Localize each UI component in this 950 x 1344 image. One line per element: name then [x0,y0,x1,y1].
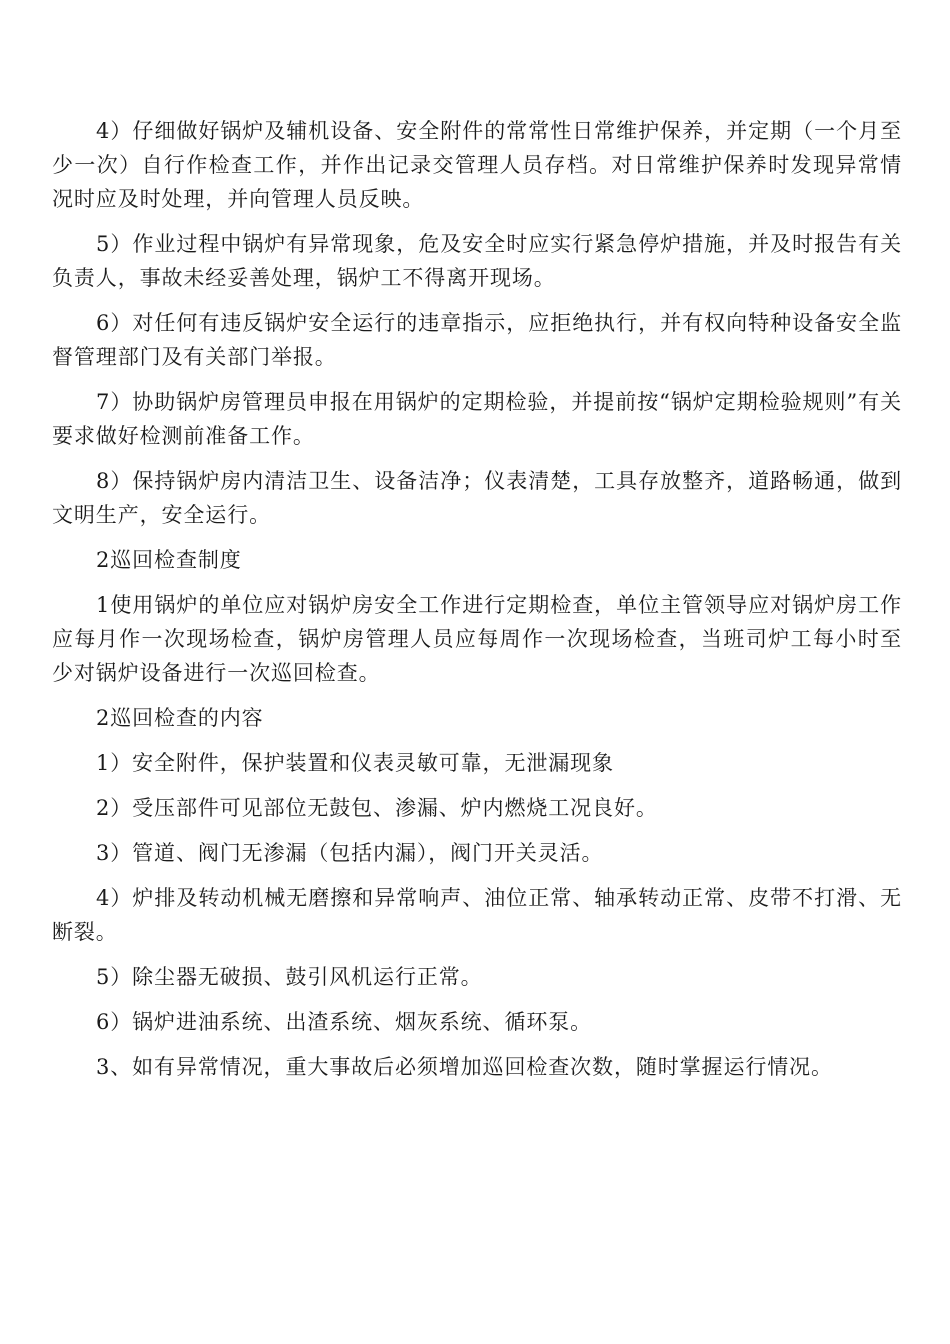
paragraph-abnormal-situations: 3、如有异常情况，重大事故后必须增加巡回检查次数，随时掌握运行情况。 [96,1055,833,1079]
section-heading-patrol-inspection: 2巡回检查制度 [96,548,242,572]
paragraph-item-5-emergency-stop: 5）作业过程中锅炉有异常现象，危及安全时应实行紧急停炉措施，并及时报告有关负责人，事故未经妥善处理，锅炉工不得离开现场。 [52,232,902,290]
paragraph-item-8-cleanliness: 8）保持锅炉房内清洁卫生、设备洁净；仪表清楚，工具存放整齐，道路畅通，做到文明生产，安全运行。 [52,469,902,527]
document-body [52,114,902,1095]
subheading-patrol-content: 2巡回检查的内容 [96,706,264,730]
list-item-safety-accessories: 1）安全附件，保护装置和仪表灵敏可靠，无泄漏现象 [96,751,614,775]
list-item-pipes-valves: 3）管道、阀门无渗漏（包括内漏），阀门开关灵活。 [96,841,604,865]
list-item-pressure-parts: 2）受压部件可见部位无鼓包、渗漏、炉内燃烧工况良好。 [96,796,658,820]
list-item-fuel-systems: 6）锅炉进油系统、出渣系统、烟灰系统、循环泵。 [96,1010,593,1034]
paragraph-item-6-refuse-violations: 6）对任何有违反锅炉安全运行的违章指示，应拒绝执行，并有权向特种设备安全监督管理部门及有关部门举报。 [52,311,902,369]
list-item-dust-collector: 5）除尘器无破损、鼓引风机运行正常。 [96,965,483,989]
paragraph-item-4-maintenance: 4）仔细做好锅炉及辅机设备、安全附件的常常性日常维护保养，并定期（一个月至少一次）自行作检查工作，并作出记录交管理人员存档。对日常维护保养时发现异常情况时应及时处理，并向管理人员反映。 [52,119,902,211]
paragraph-patrol-frequency: 1使用锅炉的单位应对锅炉房安全工作进行定期检查，单位主管领导应对锅炉房工作应每月作一次现场检查，锅炉房管理人员应每周作一次现场检查，当班司炉工每小时至少对锅炉设备进行一次巡回检查。 [52,593,902,685]
list-item-grate-machinery: 4）炉排及转动机械无磨擦和异常响声、油位正常、轴承转动正常、皮带不打滑、无断裂。 [52,886,902,944]
paragraph-item-7-periodic-inspection: 7）协助锅炉房管理员申报在用锅炉的定期检验，并提前按“锅炉定期检验规则”有关要求做好检测前准备工作。 [52,390,902,448]
